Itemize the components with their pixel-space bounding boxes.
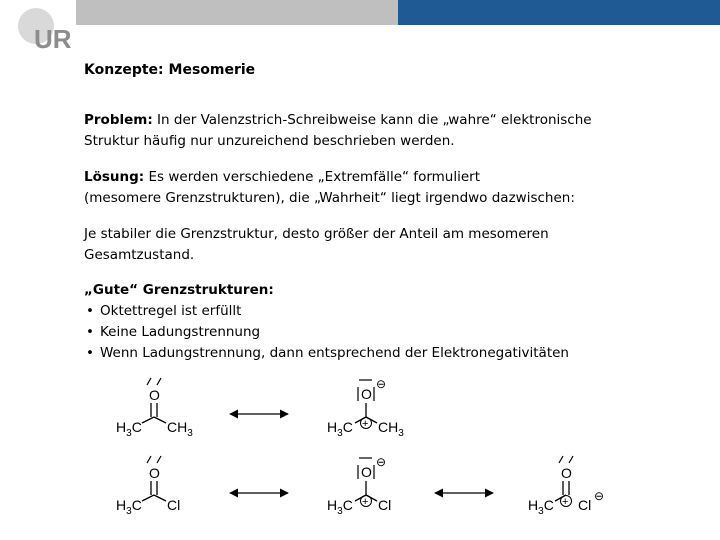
loesung-line-1: Es werden verschiedene „Extremfälle“ formuliert [148, 169, 480, 185]
svg-text:+: + [362, 418, 369, 430]
oxygen-label: O [149, 465, 160, 481]
gute-section [84, 280, 684, 364]
gute-heading: „Gute“ Grenzstrukturen: [84, 282, 274, 298]
h3c-label: $H_3C$ [116, 419, 142, 439]
svg-text:+: + [362, 496, 369, 508]
ch3-label: $CH_3$ [167, 419, 193, 439]
problem-line-2: Struktur häufig nur unzureichend beschrieben werden. [84, 133, 455, 149]
oxygen-label: O [149, 387, 160, 403]
h3c-label: $H_3C$ [327, 419, 353, 439]
anteil-line-2: Gesamtzustand. [84, 247, 195, 263]
anteil-line-1: Je stabiler die Grenzstruktur, desto größer der Anteil am mesomeren [84, 226, 549, 242]
page-title: Konzepte: Mesomerie [84, 62, 256, 78]
loesung-paragraph [84, 167, 684, 209]
logo-text: UR [34, 24, 72, 54]
ch3-label: $CH_3$ [378, 419, 404, 439]
anteil-paragraph [84, 224, 684, 266]
list-item: • Wenn Ladungstrennung, dann entsprechend der Elektronegativitäten [84, 343, 684, 364]
header-bar-gray [76, 0, 398, 25]
problem-label: Problem: [84, 112, 153, 128]
h3c-label: $H_3C$ [327, 497, 353, 517]
negative-charge-icon: ⊖ [376, 377, 387, 391]
problem-line-1: In der Valenzstrich-Schreibweise kann die „wahre“ elektronische [157, 112, 592, 128]
oxygen-label: O [361, 464, 372, 480]
list-item: • Oktettregel ist erfüllt [84, 301, 684, 322]
acetyl-chloride-structure-neutral [116, 456, 180, 517]
chlorine-label: Cl [378, 497, 392, 513]
chloride-label: Cl [578, 497, 592, 513]
list-item: • Keine Ladungstrennung [84, 322, 684, 343]
negative-charge-icon: ⊖ [594, 489, 605, 503]
h3c-label: $H_3C$ [116, 497, 142, 517]
oxygen-label: O [361, 386, 372, 402]
h3c-label: $H_3C$ [528, 497, 554, 517]
negative-charge-icon: ⊖ [376, 455, 387, 469]
loesung-label: Lösung: [84, 169, 145, 185]
oxygen-label: O [561, 465, 572, 481]
gute-list [84, 301, 684, 364]
header-bar-blue [398, 0, 720, 25]
problem-paragraph [84, 110, 684, 152]
acetyl-chloride-structure-acylium [528, 456, 604, 517]
acetone-structure-charged [327, 377, 404, 439]
chlorine-label: Cl [167, 497, 181, 513]
acetyl-chloride-structure-carbocation [327, 455, 391, 517]
resonance-structures [0, 370, 720, 540]
university-logo [14, 6, 80, 54]
svg-text:+: + [562, 496, 569, 508]
acetone-structure-neutral [116, 378, 193, 439]
loesung-line-2: (mesomere Grenzstrukturen), die „Wahrheit“ liegt irgendwo dazwischen: [84, 190, 575, 206]
